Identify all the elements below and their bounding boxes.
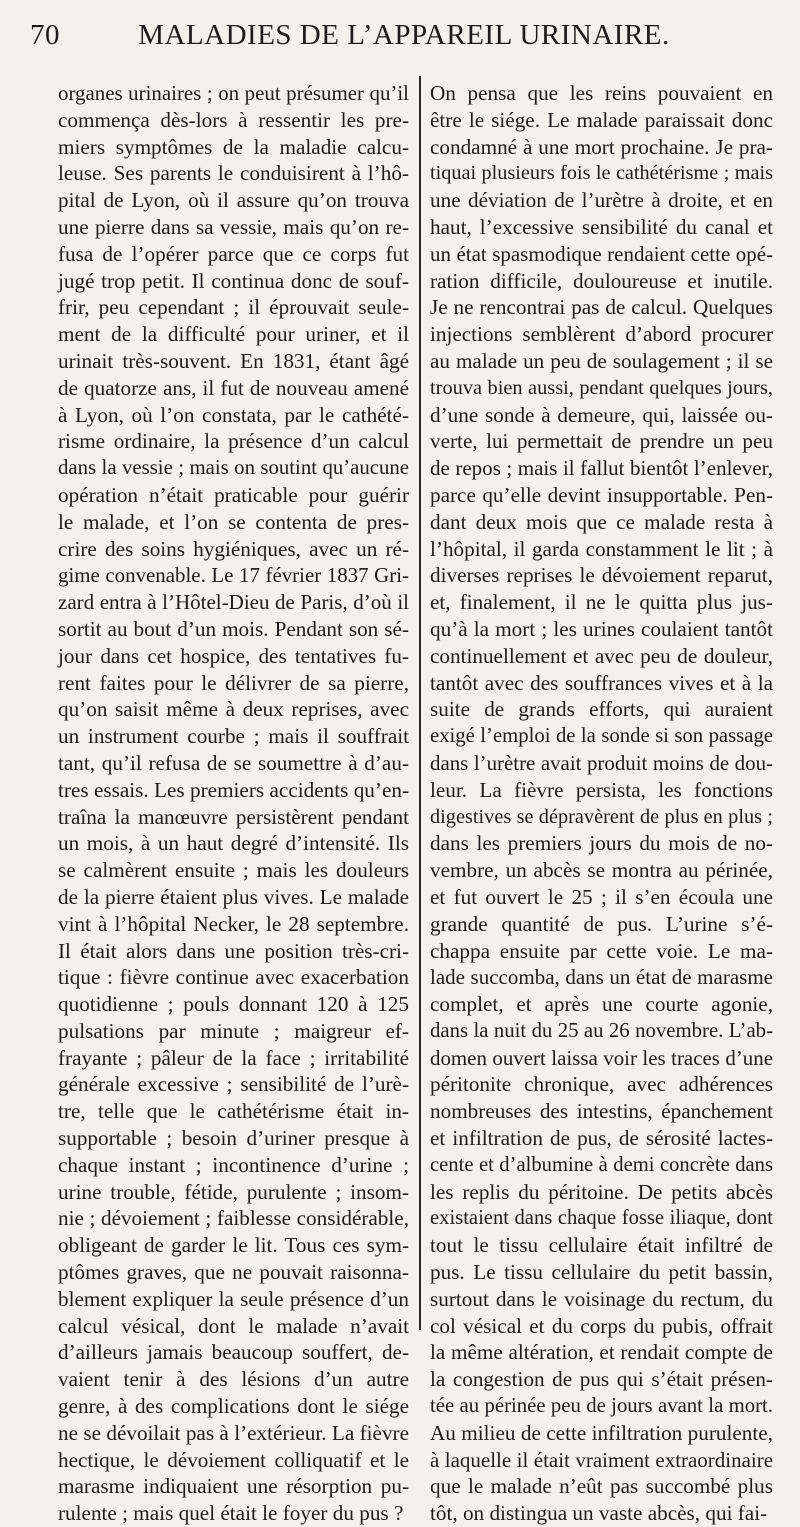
text-line: dant deux mois que ce malade resta à [430, 509, 773, 534]
text-line: à Lyon, où l’on constata, par le cathété- [58, 402, 409, 427]
text-line: se calmèrent ensuite ; mais les douleurs [58, 858, 409, 883]
text-line: Il était alors dans une position très-cri- [58, 938, 409, 963]
text-line: Au milieu de cette infiltration purulente, [430, 1420, 773, 1445]
text-line: d’une sonde à demeure, qui, laissée ou- [430, 402, 773, 427]
text-line: pulsations par minute ; maigreur ef- [58, 1018, 409, 1043]
text-line: tôt, on distingua un vaste abcès, qui fai- [430, 1501, 768, 1526]
text-line: tre, telle que le cathétérisme était in- [58, 1099, 409, 1124]
text-line: genre, à des complications dont le siége [58, 1394, 409, 1419]
text-line: la même altération, et rendait compte de [430, 1340, 773, 1365]
text-line: jour dans cet hospice, des tentatives fu- [58, 643, 409, 668]
text-line: surtout dans le voisinage du rectum, du [430, 1286, 773, 1311]
text-line: tant, qu’il refusa de se soumettre à d’au- [58, 750, 409, 775]
text-line: leur. La fièvre persista, les fonctions [430, 777, 773, 802]
text-line: ment de la difficulté pour uriner, et il [58, 322, 409, 347]
text-line: lade succomba, dans un état de marasme [430, 965, 773, 990]
text-line: trouva bien aussi, pendant quelques jours, [430, 376, 773, 399]
column-divider [419, 76, 421, 1330]
text-line: le malade, et l’on se contenta de pres- [58, 509, 409, 534]
text-line: tout le tissu cellulaire était infiltré de [430, 1233, 773, 1258]
text-line: la congestion de pus qui s’était présen- [430, 1367, 773, 1392]
text-line: col vésical et du corps du pubis, offrait [430, 1313, 773, 1338]
text-line: condamné à une mort prochaine. Je pra- [430, 134, 773, 159]
text-line: frir, peu cependant ; il éprouvait seule- [58, 295, 409, 320]
text-line: digestives se dépravèrent de plus en plus ; [430, 805, 773, 828]
text-line: tique : fièvre continue avec exacerbation [58, 965, 409, 990]
text-line: de la pierre étaient plus vives. Le malade [58, 884, 409, 909]
text-line: traîna la manœuvre persistèrent pendant [58, 804, 409, 829]
text-line: un instrument courbe ; mais il souffrait [58, 724, 409, 749]
text-line: un mois, à un haut degré d’intensité. Ils [58, 831, 409, 856]
text-line: commença dès-lors à ressentir les pre- [58, 107, 409, 132]
text-line: et, finalement, il ne le quitta plus jus- [430, 590, 773, 615]
text-line: continuellement et avec peu de douleur, [430, 643, 773, 668]
text-line: urinait très-souvent. En 1831, étant âgé [58, 348, 409, 373]
running-title: MALADIES DE L’APPAREIL URINAIRE. [138, 19, 670, 51]
text-line: générale excessive ; sensibilité de l’urè- [58, 1072, 409, 1097]
text-line: grande quantité de pus. L’urine s’é- [430, 911, 773, 936]
text-line: péritonite chronique, avec adhérences [430, 1072, 773, 1097]
text-line: jugé trop petit. Il continua donc de souf- [58, 268, 409, 293]
text-line: cente et d’albumine à demi concrète dans [430, 1153, 773, 1176]
right-column [430, 80, 773, 1527]
text-line: nie ; dévoiement ; faiblesse considérable, [58, 1206, 409, 1231]
text-line: tres essais. Les premiers accidents qu’en- [58, 777, 409, 802]
text-line: pital de Lyon, où il assure qu’on trouva [58, 188, 409, 213]
text-line: supportable ; besoin d’uriner presque à [58, 1126, 409, 1151]
text-line: tée au périnée peu de jours avant la mort. [430, 1395, 773, 1418]
text-line: verte, lui permettait de prendre un peu [430, 429, 773, 454]
text-line: vint à l’hôpital Necker, le 28 septembre. [58, 911, 409, 936]
text-line: zard entra à l’Hôtel-Dieu de Paris, d’où il [58, 590, 409, 615]
text-line: et fut ouvert le 25 ; il s’en écoula une [430, 884, 773, 909]
running-header [30, 10, 770, 60]
left-column [58, 80, 409, 1527]
text-line: les replis du péritoine. De petits abcès [430, 1179, 773, 1204]
page-number: 70 [30, 19, 60, 51]
text-line: gime convenable. Le 17 février 1837 Gri- [58, 563, 409, 588]
text-line: ne se dévoilait pas à l’extérieur. La fièvre [58, 1420, 409, 1445]
text-line: chaque instant ; incontinence d’urine ; [58, 1152, 409, 1177]
text-line: vaient tenir à des lésions d’un autre [58, 1367, 409, 1392]
text-line: rulente ; mais quel était le foyer du pus ? [58, 1501, 404, 1526]
text-line: d’ailleurs jamais beaucoup souffert, de- [58, 1340, 409, 1365]
text-line: une pierre dans sa vessie, mais qu’on re- [58, 214, 409, 239]
text-line: crire des soins hygiéniques, avec un ré- [58, 536, 409, 561]
text-line: ptômes graves, que ne pouvait raisonna- [58, 1260, 409, 1285]
text-line: marasme indiquaient une résorption pu- [58, 1474, 409, 1499]
text-line: existaient dans chaque fosse iliaque, dont [430, 1207, 773, 1230]
text-line: domen ouvert laissa voir les traces d’une [430, 1045, 773, 1070]
text-line: opération n’était praticable pour guérir [58, 482, 409, 507]
text-line: un état spasmodique rendaient cette opé- [430, 241, 773, 266]
text-line: obligeant de garder le lit. Tous ces sym- [58, 1233, 409, 1258]
text-line: à laquelle il était vraiment extraordinaire [430, 1447, 773, 1472]
text-line: que le malade n’eût pas succombé plus [430, 1474, 773, 1499]
text-line: dans l’urètre avait produit moins de dou- [430, 750, 773, 775]
text-line: au malade un peu de soulagement ; il se [430, 348, 773, 373]
text-line: rent faites pour le délivrer de sa pierre, [58, 670, 409, 695]
text-line: de quatorze ans, il fut de nouveau amené [58, 375, 409, 400]
text-line: leuse. Ses parents le conduisirent à l’hô- [58, 161, 409, 186]
text-line: On pensa que les reins pouvaient en [430, 81, 773, 105]
text-line: urine trouble, fétide, purulente ; insom- [58, 1179, 409, 1204]
text-line: de repos ; mais il fallut bientôt l’enlever, [430, 456, 773, 481]
text-line: injections semblèrent d’abord procurer [430, 322, 773, 347]
text-line: ration difficile, douloureuse et inutile. [430, 268, 773, 293]
text-line: blement expliquer la seule présence d’un [58, 1286, 409, 1311]
text-line: qu’à la mort ; les urines coulaient tantôt [430, 616, 773, 641]
text-line: une déviation de l’urètre à droite, et en [430, 188, 773, 213]
text-line: être le siége. Le malade paraissait donc [430, 107, 773, 132]
text-line: diverses reprises le dévoiement reparut, [430, 563, 773, 588]
text-line: quotidienne ; pouls donnant 120 à 125 [58, 992, 409, 1017]
text-line: tiquai plusieurs fois le cathétérisme ; mais [430, 162, 773, 185]
text-line: tantôt avec des souffrances vives et à la [430, 670, 773, 695]
text-line: nombreuses des intestins, épanchement [430, 1099, 773, 1124]
text-line: frayante ; pâleur de la face ; irritabilité [58, 1045, 409, 1070]
text-line: exigé l’emploi de la sonde si son passage [430, 725, 773, 748]
text-line: chappa ensuite par cette voie. Le ma- [430, 938, 773, 963]
text-line: complet, et après une courte agonie, [430, 992, 773, 1017]
text-line: risme ordinaire, la présence d’un calcul [58, 429, 409, 454]
text-line: miers symptômes de la maladie calcu- [58, 134, 409, 159]
text-line: dans la nuit du 25 au 26 novembre. L’ab- [430, 1018, 773, 1042]
text-line: dans la vessie ; mais on soutint qu’aucune [58, 456, 409, 480]
text-line: vembre, un abcès se montra au périnée, [430, 858, 773, 883]
text-line: hectique, le dévoiement colliquatif et le [58, 1447, 409, 1472]
text-line: l’hôpital, il garda constamment le lit ; à [430, 536, 773, 561]
text-line: qu’on saisit même à deux reprises, avec [58, 697, 409, 722]
text-line: organes urinaires ; on peut présumer qu’il [58, 81, 409, 105]
text-line: haut, l’excessive sensibilité du canal et [430, 214, 773, 239]
text-line: calcul vésical, dont le malade n’avait [58, 1313, 409, 1338]
text-line: dans les premiers jours du mois de no- [430, 831, 773, 856]
text-line: fusa de l’opérer parce que ce corps fut [58, 241, 409, 266]
text-line: pus. Le tissu cellulaire du petit bassin, [430, 1260, 773, 1285]
text-line: et infiltration de pus, de sérosité lactes- [430, 1126, 773, 1151]
text-line: Je ne rencontrai pas de calcul. Quelques [430, 295, 773, 320]
text-line: sortit au bout d’un mois. Pendant son sé- [58, 616, 409, 641]
text-line: parce qu’elle devint insupportable. Pen- [430, 482, 773, 507]
text-line: suite de grands efforts, qui auraient [430, 697, 773, 722]
